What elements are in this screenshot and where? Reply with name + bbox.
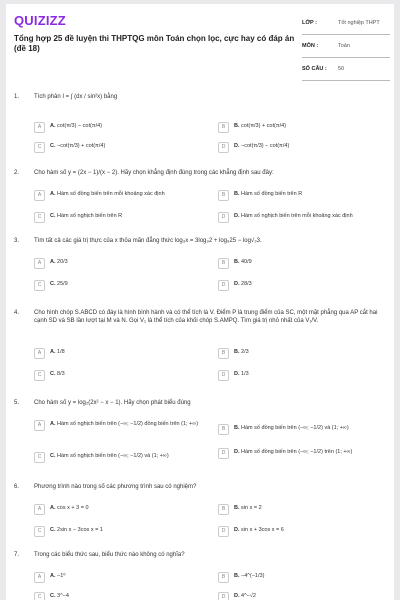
option-letter: B [218, 258, 229, 269]
option-a[interactable]: A A. −1⁰ [34, 572, 66, 583]
option-letter: D [218, 448, 229, 459]
option-b[interactable]: B B. cot(π/3) + cot(π/4) [218, 122, 286, 133]
option-letter: B [218, 572, 229, 583]
question-text: Trong các biểu thức sau, biểu thức nào không có nghĩa? [34, 552, 185, 558]
meta-count-row [302, 64, 390, 81]
option-letter: A [34, 348, 45, 359]
option-c[interactable]: C C. Hàm số nghịch biến trên R [34, 212, 122, 223]
option-d[interactable]: D D. 4^−√2 [218, 592, 256, 600]
option-d[interactable]: D D. Hàm số nghịch biến trên mỗi khoảng xác định [218, 212, 353, 223]
option-d[interactable]: D D. 1/3 [218, 370, 249, 381]
question-number: 4. [14, 310, 20, 316]
class-value: Tốt nghiệp THPT [338, 20, 380, 26]
class-label: LỚP : [302, 20, 317, 26]
option-c[interactable]: C C. −cot(π/3) + cot(π/4) [34, 142, 105, 153]
subject-label: MÔN : [302, 43, 319, 49]
option-b[interactable]: B B. 2/3 [218, 348, 249, 359]
meta-subject-row [302, 41, 390, 58]
option-d[interactable]: D D. −cot(π/3) − cot(π/4) [218, 142, 289, 153]
option-a[interactable]: A A. Hàm số đồng biến trên mỗi khoảng xác định [34, 190, 165, 201]
option-letter: C [34, 592, 45, 600]
option-letter: C [34, 212, 45, 223]
option-b[interactable]: B B. 40/9 [218, 258, 252, 269]
option-b[interactable]: B B. Hàm số đồng biến trên (−∞; −1/2) và (1; +∞) [218, 424, 386, 435]
option-c[interactable]: C C. 3^−4 [34, 592, 69, 600]
option-c[interactable]: C C. 25/9 [34, 280, 68, 291]
option-letter: B [218, 424, 229, 435]
option-d[interactable]: D D. Hàm số đồng biến trên (−∞; −1/2) trên (1; +∞) [218, 448, 386, 459]
option-b[interactable]: B B. sin x = 2 [218, 504, 262, 515]
option-letter: B [218, 122, 229, 133]
option-letter: C [34, 526, 45, 537]
option-letter: B [218, 348, 229, 359]
question-number: 2. [14, 170, 20, 176]
question-text: Tìm tất cả các giá trị thực của x thỏa mãn đẳng thức log₃x = 3log₃2 + log₉25 − log√₃3. [34, 238, 262, 244]
option-letter: D [218, 526, 229, 537]
quizizz-logo: QUIZIZZ [14, 13, 66, 28]
meta-class-row [302, 18, 390, 35]
option-letter: C [34, 280, 45, 291]
question-text: Cho hàm số y = (2x − 1)/(x − 2). Hãy chọn khẳng định đúng trong các khẳng định sau đây: [34, 170, 274, 176]
option-letter: D [218, 280, 229, 291]
option-letter: C [34, 142, 45, 153]
option-d[interactable]: D D. sin x + 3cos x = 6 [218, 526, 284, 537]
question-number: 1. [14, 94, 20, 100]
option-letter: A [34, 420, 45, 431]
option-letter: A [34, 572, 45, 583]
count-value: 50 [338, 66, 345, 72]
option-b[interactable]: B B. −4^(−1/3) [218, 572, 264, 583]
question-text: Phương trình nào trong số các phương trình sau có nghiệm? [34, 484, 197, 490]
meta-panel [302, 18, 390, 87]
option-letter: B [218, 504, 229, 515]
option-a[interactable]: A A. cos x + 3 = 0 [34, 504, 89, 515]
page-title: Tổng hợp 25 đề luyện thi THPTQG môn Toán chọn lọc, cực hay có đáp án (đề 18) [14, 34, 295, 53]
option-c[interactable]: C C. 2sin x − 3cos x = 1 [34, 526, 103, 537]
option-letter: C [34, 452, 45, 463]
option-letter: A [34, 504, 45, 515]
count-label: SỐ CÂU : [302, 66, 327, 72]
option-letter: D [218, 142, 229, 153]
worksheet-page [6, 4, 394, 600]
option-a[interactable]: A A. Hàm số nghịch biến trên (−∞; −1/2) đồng biến trên (1; +∞) [34, 420, 204, 431]
question-text: Tích phân I = ∫ (dx / sin²x) bằng [34, 94, 118, 100]
option-a[interactable]: A A. 1/8 [34, 348, 65, 359]
question-number: 3. [14, 238, 20, 244]
option-c[interactable]: C C. Hàm số nghịch biến trên (−∞; −1/2) và (1; +∞) [34, 452, 204, 463]
option-b[interactable]: B B. Hàm số đồng biến trên R [218, 190, 302, 201]
question-number: 5. [14, 400, 20, 406]
option-letter: D [218, 592, 229, 600]
option-d[interactable]: D D. 28/3 [218, 280, 252, 291]
option-letter: D [218, 212, 229, 223]
question-text: Cho hàm số y = log₂(2x² − x − 1). Hãy chọn phát biểu đúng [34, 400, 191, 406]
option-letter: D [218, 370, 229, 381]
option-letter: A [34, 258, 45, 269]
option-letter: C [34, 370, 45, 381]
option-letter: A [34, 122, 45, 133]
option-letter: A [34, 190, 45, 201]
question-number: 7. [14, 552, 20, 558]
option-c[interactable]: C C. 8/3 [34, 370, 65, 381]
option-a[interactable]: A A. cot(π/3) − cot(π/4) [34, 122, 102, 133]
subject-value: Toán [338, 43, 350, 49]
option-a[interactable]: A A. 20/3 [34, 258, 68, 269]
question-number: 6. [14, 484, 20, 490]
question-text: Cho hình chóp S.ABCD có đáy là hình bình hành và có thể tích là V. Điểm P là trung điểm của SC, một mặt phẳng qua AP cắt hai cạnh SD và SB lần lượt tại M và N. Gọi V₁ là thể tích của khối chóp S.AMPQ. Tìm giá trị nhỏ nhất của V₁/V. [34, 310, 378, 324]
option-letter: B [218, 190, 229, 201]
